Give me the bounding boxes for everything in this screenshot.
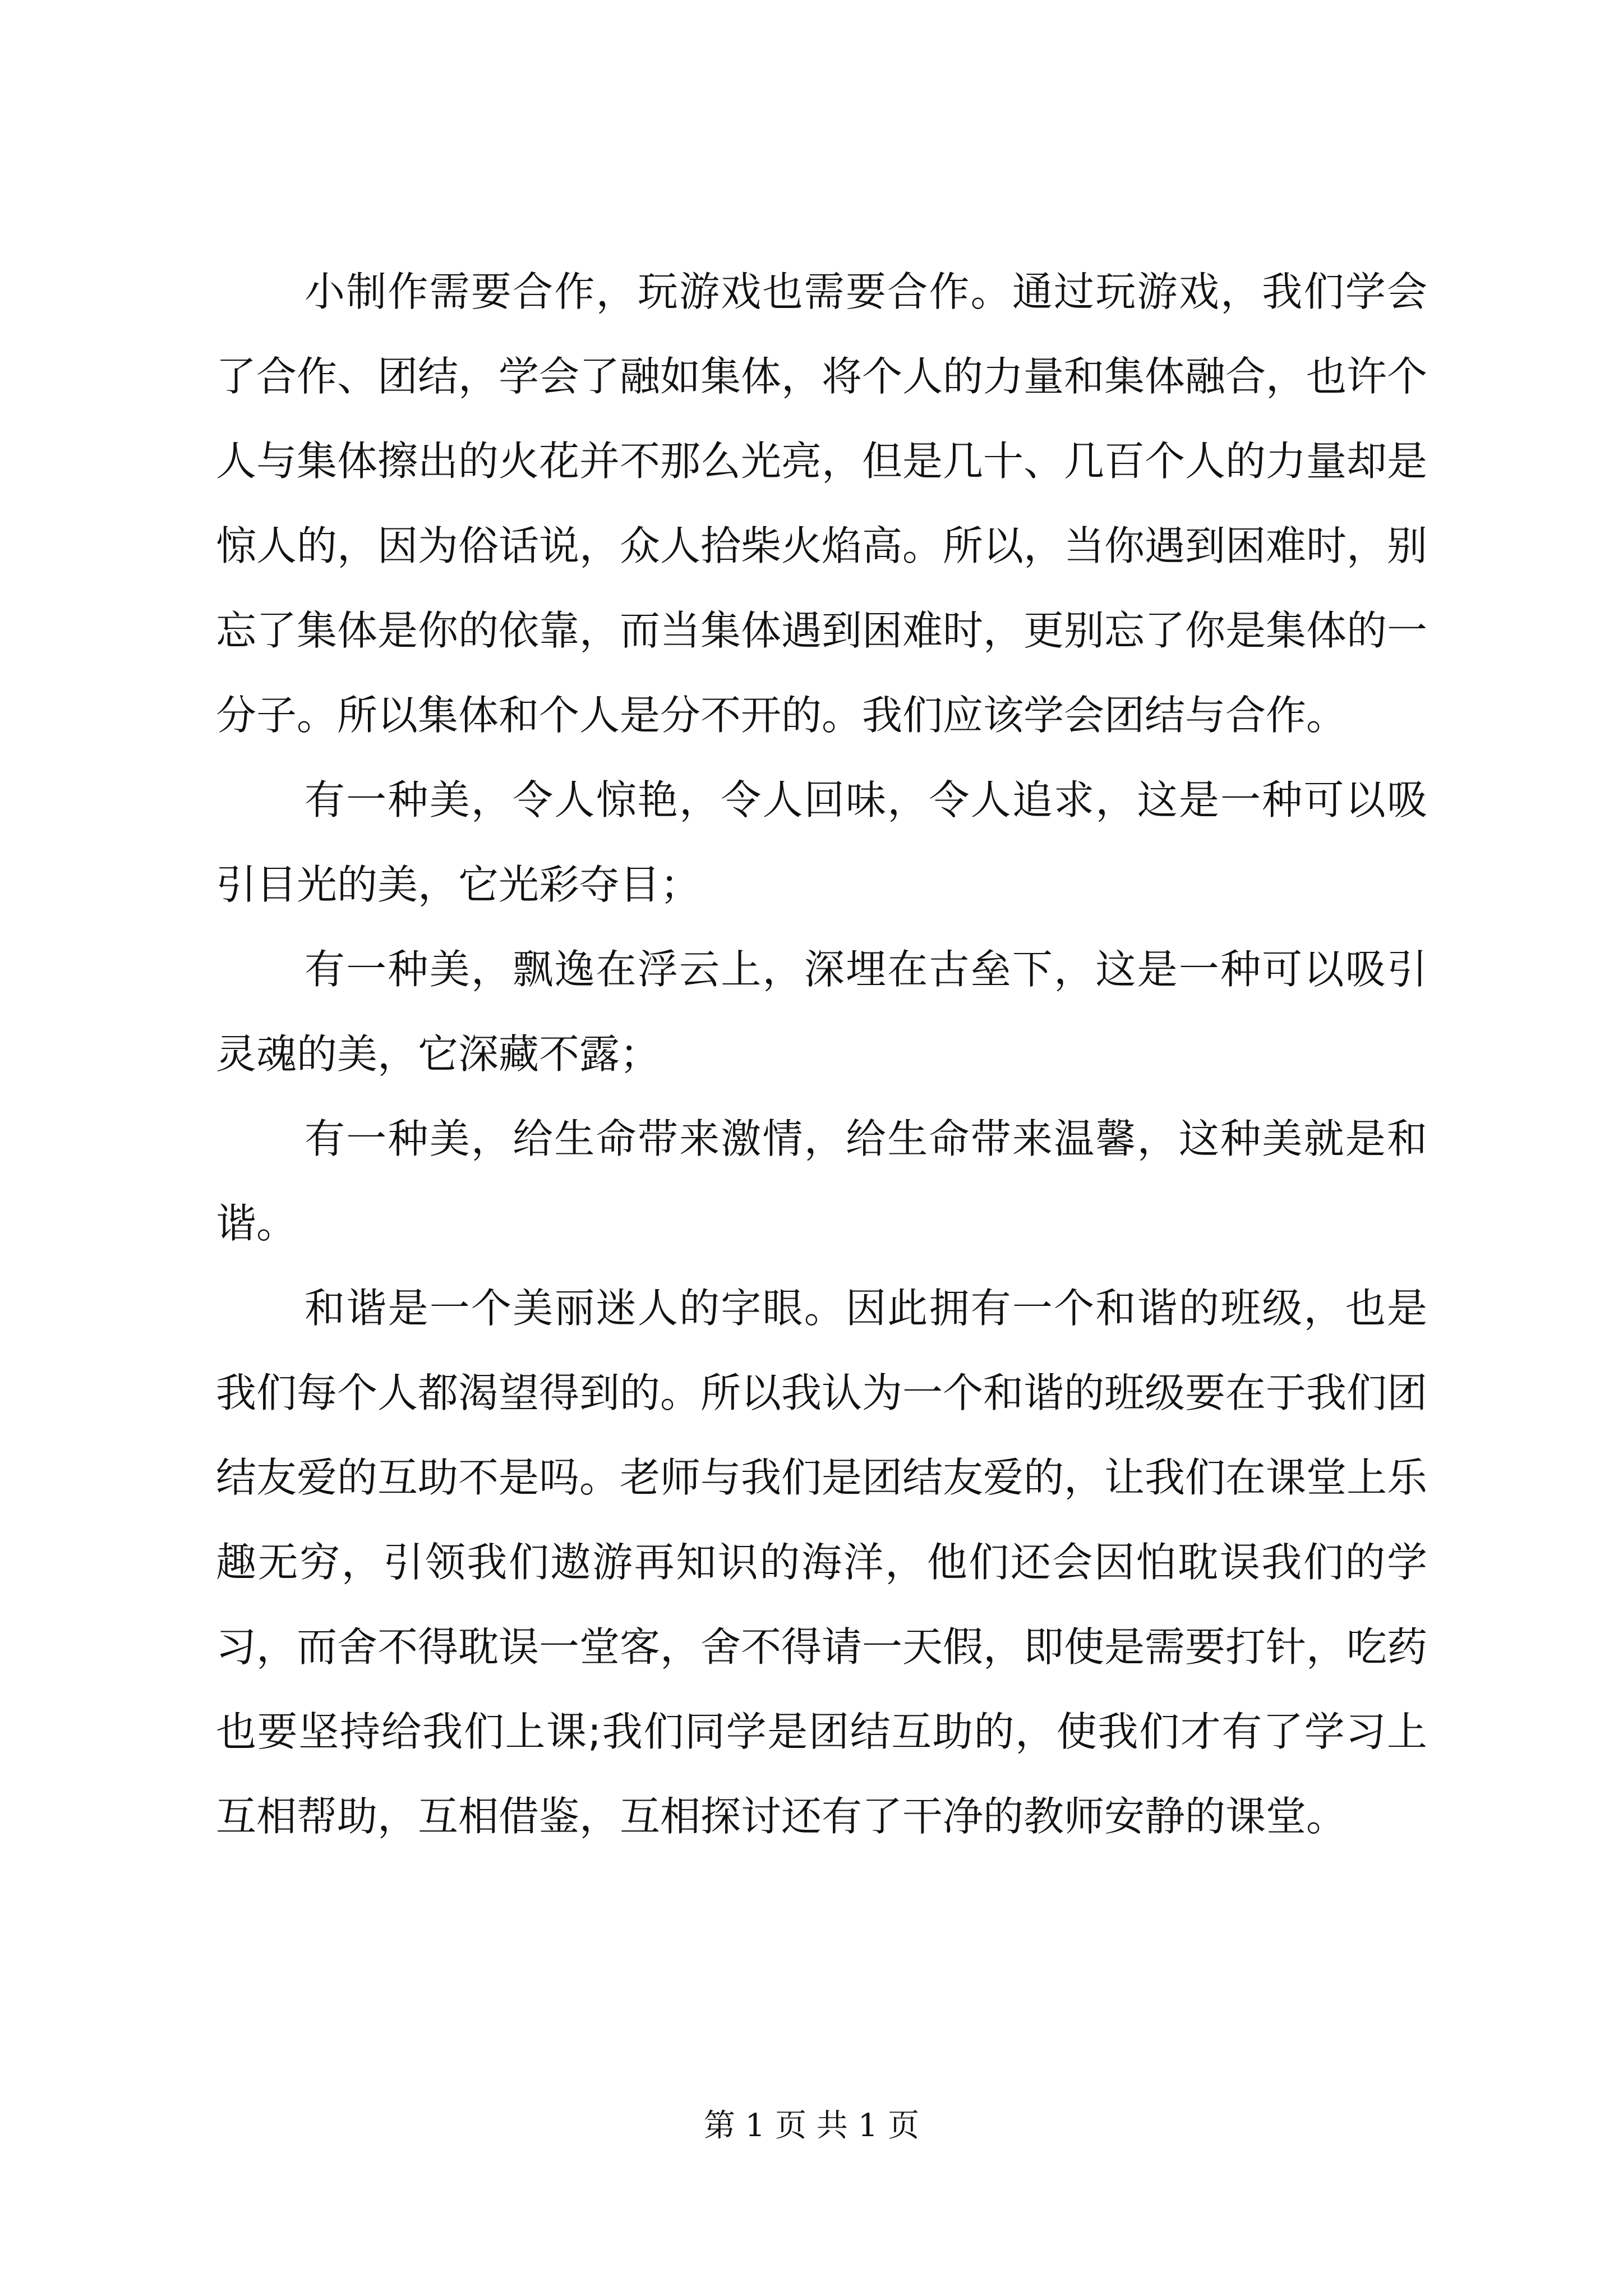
page-footer: 第 1 页 共 1 页 xyxy=(703,2108,920,2144)
document-body xyxy=(216,250,1427,1859)
paragraph-3: 有一种美，飘逸在浮云上，深埋在古垒下，这是一种可以吸引灵魂的美，它深藏不露； xyxy=(216,946,1427,1078)
paragraph-5: 和谐是一个美丽迷人的字眼。因此拥有一个和谐的班级，也是我们每个人都渴望得到的。所以我认为一个和谐的班级要在于我们团结友爱的互助不是吗。老师与我们是团结友爱的，让我们在课堂上乐趣无穷，引领我们遨游再知识的海洋，他们还会因怕耽误我们的学习，而舍不得耽误一堂客，舍不得请一天假，即使是需要打针，吃药也要坚持给我们上课;我们同学是团结互助的，使我们才有了学习上互相帮助，互相借鉴，互相探讨还有了干净的教师安静的课堂。 xyxy=(216,1285,1428,1840)
paragraph-2: 有一种美，令人惊艳，令人回味，令人追求，这是一种可以吸引目光的美，它光彩夺目； xyxy=(216,776,1427,908)
paragraph-4: 有一种美，给生命带来激情，给生命带来温馨，这种美就是和谐。 xyxy=(216,1115,1427,1247)
paragraph-1: 小制作需要合作，玩游戏也需要合作。通过玩游戏，我们学会了合作、团结，学会了融如集体，将个人的力量和集体融合，也许个人与集体擦出的火花并不那么光亮，但是几十、几百个人的力量却是惊人的，因为俗话说，众人拾柴火焰高。所以，当你遇到困难时，别忘了集体是你的依靠，而当集体遇到困难时，更别忘了你是集体的一分子。所以集体和个人是分不开的。我们应该学会团结与合作。 xyxy=(216,268,1428,739)
